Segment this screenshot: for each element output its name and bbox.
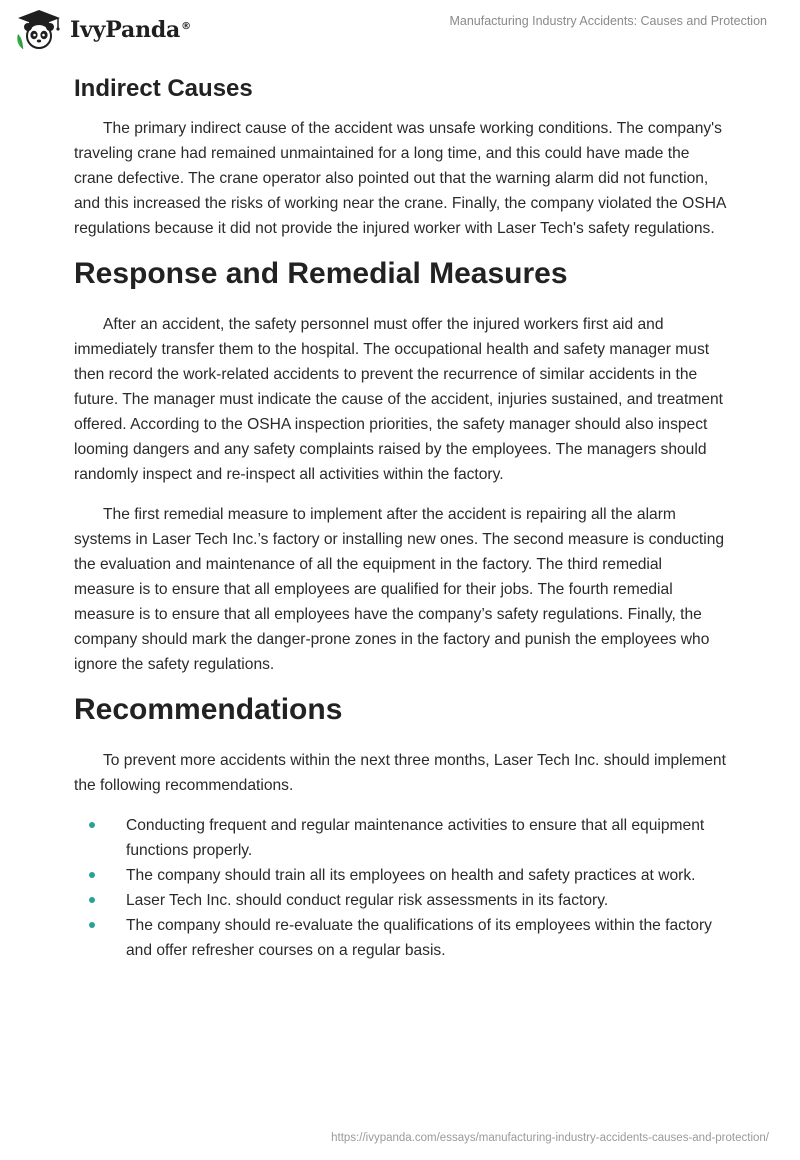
bullet-icon	[89, 897, 95, 903]
response-paragraph-2: The first remedial measure to implement after the accident is repairing all the alarm systems in Laser Tech Inc.’s factory or installing new ones. The second measure is conducting the evaluation and maintenance of all the equipment in the factory. The third remedial measure is to ensure that all employees are qualified for their jobs. The fourth remedial measure is to ensure that all employees have the company’s safety regulations. Finally, the company should mark the danger-prone zones in the factory and punish the employees who ignore the safety regulations.	[74, 506, 725, 673]
essay-content	[74, 70, 726, 963]
bullet-icon	[89, 872, 95, 878]
document-title: Manufacturing Industry Accidents: Causes and Protection	[449, 14, 767, 28]
bullet-icon	[89, 822, 95, 828]
response-paragraph-1: After an accident, the safety personnel must offer the injured workers first aid and immediately transfer them to the hospital. The occupational health and safety manager must then record the work-related accidents to prevent the recurrence of similar accidents in the future. The manager must indicate the cause of the accident, injuries sustained, and treatment offered. According to the OSHA inspection priorities, the safety manager should also inspect looming dangers and any safety complaints raised by the employees. The managers should randomly inspect and re-inspect all activities within the factory.	[74, 316, 723, 483]
bullet-icon	[89, 922, 95, 928]
recommendations-list	[74, 813, 726, 963]
list-item	[74, 913, 726, 963]
ivypanda-logo[interactable]	[14, 8, 191, 52]
list-item	[74, 813, 726, 863]
recommendations-heading: Recommendations	[74, 693, 343, 726]
response-heading: Response and Remedial Measures	[74, 257, 568, 290]
panda-graduate-icon	[14, 8, 64, 52]
list-item-text: Laser Tech Inc. should conduct regular risk assessments in its factory.	[126, 892, 609, 909]
indirect-causes-paragraph: The primary indirect cause of the accident was unsafe working conditions. The company's traveling crane had remained unmaintained for a long time, and this could have made the crane defective. The crane operator also pointed out that the warning alarm did not function, and this increased the risks of working near the crane. Finally, the company violated the OSHA regulations because it did not provide the injured worker with Laser Tech's safety regulations.	[74, 120, 726, 237]
page-header	[0, 0, 800, 60]
source-url[interactable]: https://ivypanda.com/essays/manufacturing-industry-accidents-causes-and-protection/	[331, 1132, 769, 1144]
recommendations-intro: To prevent more accidents within the next three months, Laser Tech Inc. should implement the following recommendations.	[74, 752, 726, 794]
list-item-text: The company should re-evaluate the qualifications of its employees within the factory and offer refresher courses on a regular basis.	[126, 917, 712, 959]
list-item-text: The company should train all its employees on health and safety practices at work.	[126, 867, 696, 884]
list-item-text: Conducting frequent and regular maintenance activities to ensure that all equipment functions properly.	[126, 817, 705, 859]
list-item	[74, 888, 726, 913]
list-item	[74, 863, 726, 888]
indirect-causes-heading: Indirect Causes	[74, 75, 253, 102]
logo-text: IvyPanda®	[70, 17, 191, 43]
